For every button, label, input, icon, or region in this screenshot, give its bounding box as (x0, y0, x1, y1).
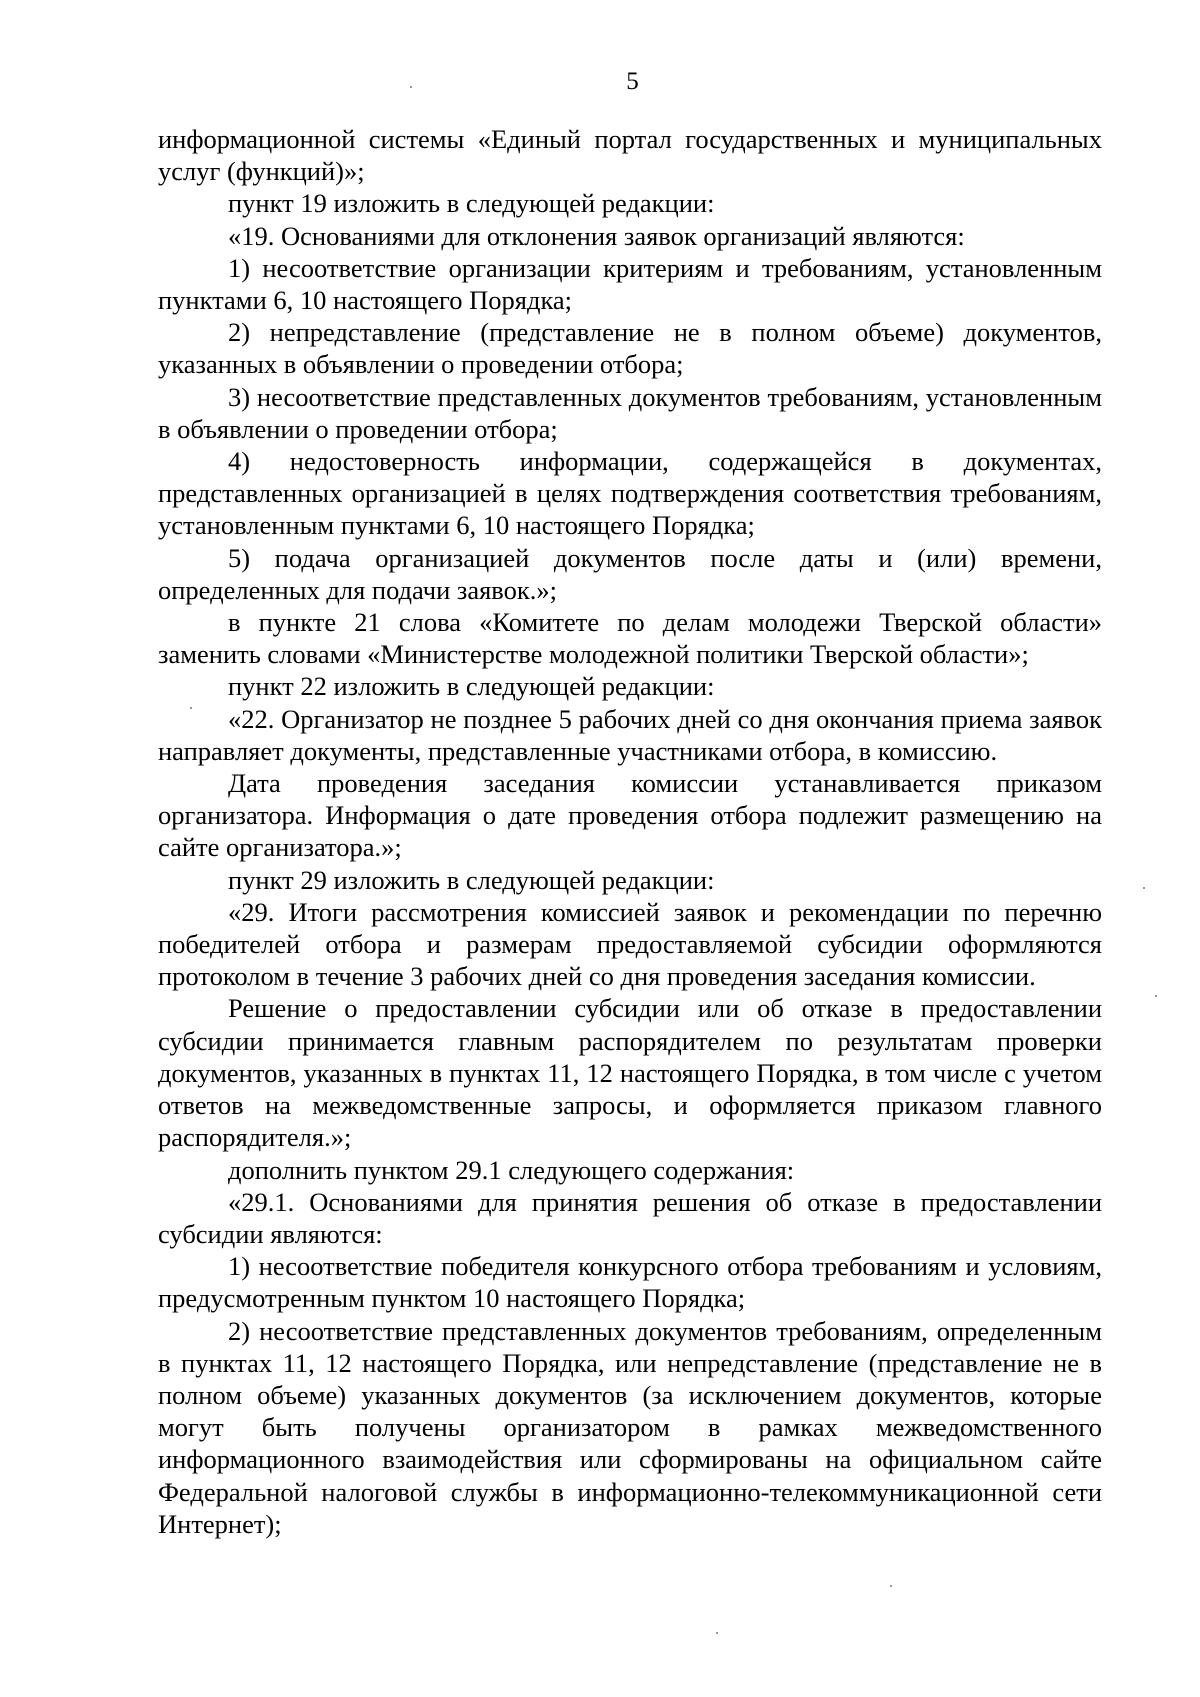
list-item: 1) несоответствие победителя конкурсного отбора требованиям и условиям, предусмотренным пунктом 10 настоящего Порядка; (158, 1251, 1102, 1314)
paragraph: «22. Организатор не позднее 5 рабочих дней со дня окончания приема заявок направляет документы, представленные участниками отбора, в комиссию. (158, 703, 1102, 766)
list-item: 2) непредставление (представление не в полном объеме) документов, указанных в объявлении о проведении отбора; (158, 317, 1102, 380)
paragraph: дополнить пунктом 29.1 следующего содержания: (228, 1154, 795, 1185)
scan-speck (1155, 995, 1157, 997)
paragraph: пункт 19 изложить в следующей редакции: (228, 188, 715, 219)
scan-speck (890, 1585, 892, 1587)
list-item: 5) подача организацией документов после даты и (или) времени, определенных для подачи заявок.»; (158, 542, 1102, 605)
list-item: 4) недостоверность информации, содержащейся в документах, представленных организацией в целях подтверждения соответствия требованиям, установленным пунктами 6, 10 настоящего Порядка; (158, 446, 1102, 541)
list-item: 3) несоответствие представленных документов требованиям, установленным в объявлении о проведении отбора; (158, 381, 1102, 444)
paragraph: пункт 29 изложить в следующей редакции: (228, 864, 715, 895)
paragraph: информационной системы «Единый портал государственных и муниципальных услуг (функций)»; (158, 124, 1102, 187)
paragraph: «19. Основаниями для отклонения заявок организаций являются: (228, 220, 965, 251)
paragraph: пункт 22 изложить в следующей редакции: (228, 671, 715, 702)
document-body (158, 123, 1102, 1540)
paragraph: Дата проведения заседания комиссии устанавливается приказом организатора. Информация о дате проведения отбора подлежит размещению на сайте организатора.»; (158, 768, 1102, 863)
list-item: 1) несоответствие организации критериям и требованиям, установленным пунктами 6, 10 настоящего Порядка; (158, 252, 1102, 316)
paragraph: «29.1. Основаниями для принятия решения об отказе в предоставлении субсидии являются: (158, 1186, 1102, 1249)
page-number: 5 (626, 68, 639, 95)
paragraph: в пункте 21 слова «Комитете по делам молодежи Тверской области» заменить словами «Министерстве молодежной политики Тверской области»; (158, 607, 1102, 670)
paragraph: Решение о предоставлении субсидии или об отказе в предоставлении субсидии принимается главным распорядителем по результатам проверки документов, указанных в пунктах 11, 12 настоящего Порядка, в том числе с учетом ответов на межведомственные запросы, и оформляется приказом главного распорядителя.»; (158, 993, 1102, 1153)
scan-speck (410, 86, 412, 88)
scan-speck (716, 1632, 718, 1634)
scan-speck (190, 707, 192, 709)
paragraph: «29. Итоги рассмотрения комиссией заявок и рекомендации по перечню победителей отбора и размерам предоставляемой субсидии оформляются протоколом в течение 3 рабочих дней со дня проведения заседания комиссии. (158, 896, 1102, 992)
list-item: 2) несоответствие представленных документов требованиям, определенным в пунктах 11, 12 настоящего Порядка, или непредставление (представление не в полном объеме) указанных документов (за исключением документов, которые могут быть получены организатором в рамках межведомственного информационного взаимодействия или сформированы на официальном сайте Федеральной налоговой службы в информационно-телекоммуникационной сети Интернет); (158, 1315, 1102, 1539)
scan-speck (1143, 887, 1145, 889)
